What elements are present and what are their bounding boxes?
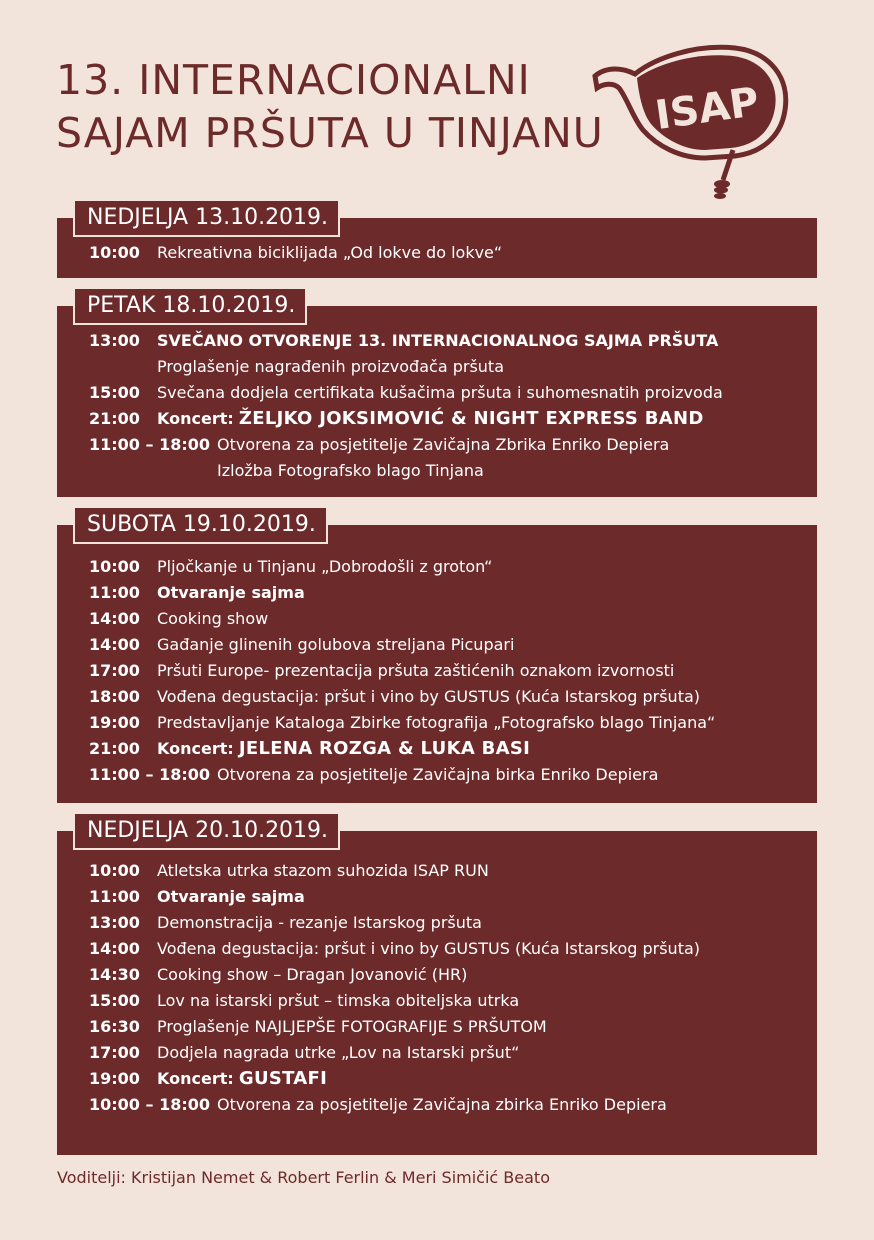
event-time: 21:00 [89, 739, 140, 758]
event-text: Cooking show [157, 609, 269, 628]
event-text: Predstavljanje Kataloga Zbirke fotografija „Fotografsko blago Tinjana“ [157, 713, 716, 732]
day-block-4 [57, 818, 817, 1155]
event-row [89, 910, 807, 936]
event-time: 11:00 – 18:00 [89, 435, 210, 454]
event-row [89, 458, 807, 484]
event-text: Rekreativna biciklijada „Od lokve do lokve“ [157, 243, 503, 262]
event-text: Proglašenje NAJLJEPŠE FOTOGRAFIJE S PRŠUTOM [157, 1017, 547, 1036]
event-text: Lov na istarski pršut – timska obiteljska utrka [157, 991, 520, 1010]
concert-performer: GUSTAFI [238, 1068, 328, 1089]
concert-prefix: Koncert: [157, 739, 234, 758]
day-label: NEDJELJA 13.10.2019. [73, 199, 340, 237]
event-row [89, 684, 807, 710]
event-time: 21:00 [89, 409, 140, 428]
event-row [89, 1092, 807, 1118]
event-row [89, 406, 807, 432]
event-row [89, 858, 807, 884]
event-time: 17:00 [89, 661, 140, 680]
concert-prefix: Koncert: [157, 409, 234, 428]
event-text: Otvorena za posjetitelje Zavičajna Zbrika Enriko Depiera [217, 435, 670, 454]
event-time: 18:00 [89, 687, 140, 706]
day-block-2 [57, 293, 817, 497]
title-line-1: 13. INTERNACIONALNI [56, 56, 531, 104]
event-row [89, 1066, 807, 1092]
event-row [89, 554, 807, 580]
event-row [89, 580, 807, 606]
concert-prefix: Koncert: [157, 1069, 234, 1088]
day-label: SUBOTA 19.10.2019. [73, 506, 328, 544]
event-row [89, 354, 807, 380]
event-row [89, 1014, 807, 1040]
event-time: 13:00 [89, 913, 140, 932]
day-label: NEDJELJA 20.10.2019. [73, 812, 340, 850]
day-block-3 [57, 512, 817, 803]
event-text: Vođena degustacija: pršut i vino by GUSTUS (Kuća Istarskog pršuta) [157, 939, 701, 958]
event-text: Demonstracija - rezanje Istarskog pršuta [157, 913, 482, 932]
event-row [89, 380, 807, 406]
page-title [56, 54, 604, 160]
event-time: 14:30 [89, 965, 140, 984]
event-time: 10:00 – 18:00 [89, 1095, 210, 1114]
event-time: 13:00 [89, 331, 140, 350]
event-row [89, 328, 807, 354]
event-time: 19:00 [89, 713, 140, 732]
event-time: 10:00 [89, 861, 140, 880]
event-row [89, 632, 807, 658]
ham-icon [585, 38, 795, 203]
event-time: 15:00 [89, 383, 140, 402]
event-row [89, 884, 807, 910]
event-row [89, 606, 807, 632]
event-text: Otvorena za posjetitelje Zavičajna birka Enriko Depiera [217, 765, 659, 784]
event-time: 17:00 [89, 1043, 140, 1062]
event-time: 11:00 [89, 887, 140, 906]
event-text: Atletska utrka stazom suhozida ISAP RUN [157, 861, 489, 880]
event-text: Vođena degustacija: pršut i vino by GUSTUS (Kuća Istarskog pršuta) [157, 687, 701, 706]
event-time: 11:00 – 18:00 [89, 765, 210, 784]
event-text: Proglašenje nagrađenih proizvođača pršuta [157, 357, 504, 376]
event-row [89, 432, 807, 458]
event-row [89, 762, 807, 788]
title-line-2: SAJAM PRŠUTA U TINJANU [56, 109, 604, 157]
concert-performer: ŽELJKO JOKSIMOVIĆ & NIGHT EXPRESS BAND [238, 408, 704, 429]
event-text: Otvorena za posjetitelje Zavičajna zbirka Enriko Depiera [217, 1095, 667, 1114]
event-time: 10:00 [89, 243, 140, 262]
event-text: Pršuti Europe- prezentacija pršuta zaštićenih oznakom izvornosti [157, 661, 675, 680]
event-time: 11:00 [89, 583, 140, 602]
hosts-line: Voditelji: Kristijan Nemet & Robert Ferlin & Meri Simičić Beato [57, 1168, 550, 1187]
event-text: Izložba Fotografsko blago Tinjana [217, 461, 484, 480]
event-text: Cooking show – Dragan Jovanović (HR) [157, 965, 468, 984]
event-time: 16:30 [89, 1017, 140, 1036]
concert-performer: JELENA ROZGA & LUKA BASI [238, 738, 531, 759]
event-text: Svečana dodjela certifikata kušačima pršuta i suhomesnatih proizvoda [157, 383, 723, 402]
event-row [89, 658, 807, 684]
event-time: 14:00 [89, 635, 140, 654]
event-row [89, 962, 807, 988]
event-row [89, 240, 807, 266]
event-time: 19:00 [89, 1069, 140, 1088]
event-time: 14:00 [89, 939, 140, 958]
logo-text: ISAP [652, 78, 762, 140]
event-row [89, 736, 807, 762]
event-text: Otvaranje sajma [157, 887, 305, 906]
event-text: Otvaranje sajma [157, 583, 305, 602]
event-time: 10:00 [89, 557, 140, 576]
event-time: 14:00 [89, 609, 140, 628]
event-row [89, 710, 807, 736]
event-text: Dodjela nagrada utrke „Lov na Istarski pršut“ [157, 1043, 520, 1062]
event-row [89, 936, 807, 962]
event-text: Gađanje glinenih golubova streljana Picupari [157, 635, 515, 654]
event-time: 15:00 [89, 991, 140, 1010]
day-label: PETAK 18.10.2019. [73, 287, 307, 325]
event-row [89, 1040, 807, 1066]
day-block-1 [57, 205, 817, 278]
event-row [89, 988, 807, 1014]
event-text: SVEČANO OTVORENJE 13. INTERNACIONALNOG SAJMA PRŠUTA [157, 331, 719, 350]
event-text: Pljočkanje u Tinjanu „Dobrodošli z groton“ [157, 557, 493, 576]
